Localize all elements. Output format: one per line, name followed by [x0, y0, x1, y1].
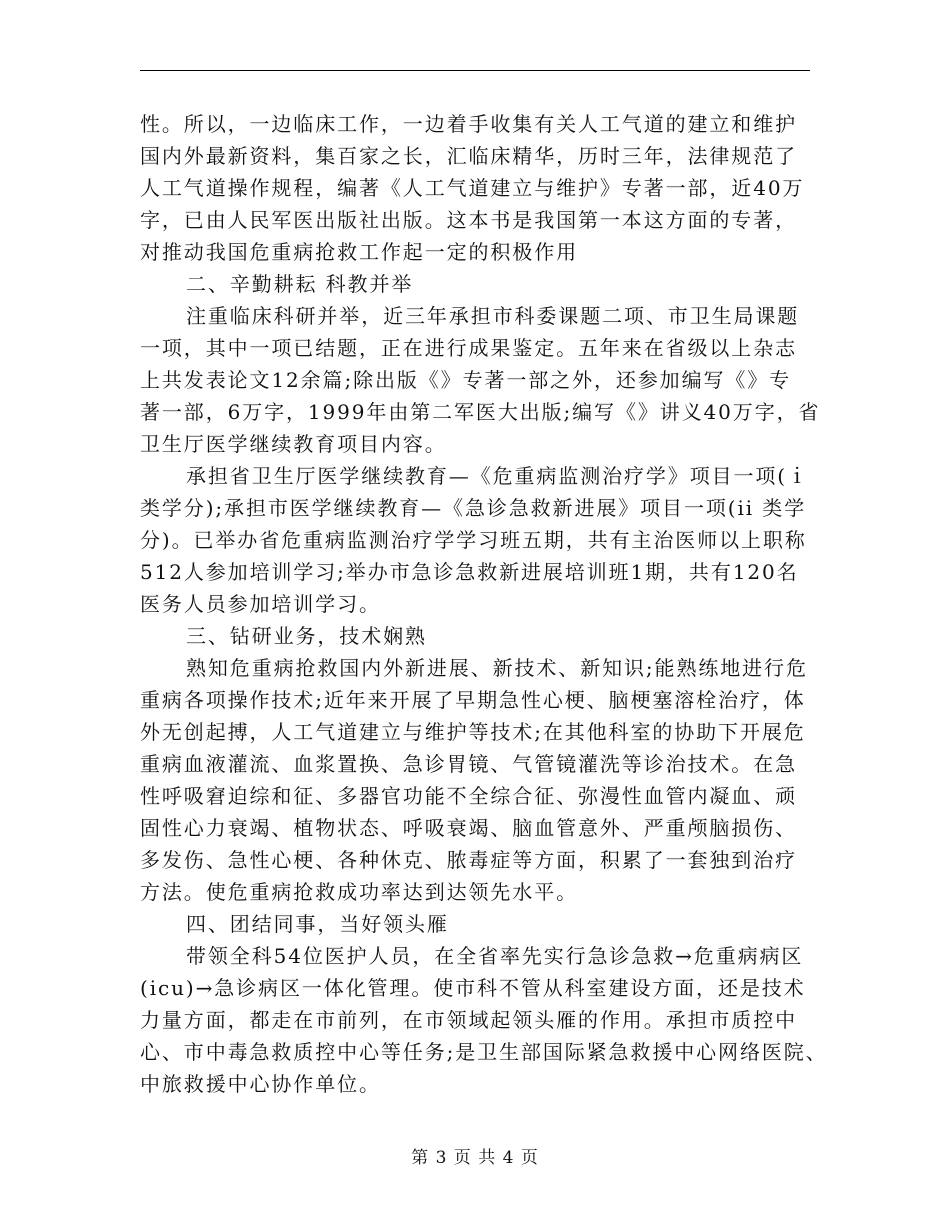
text-line: 二、辛勤耕耘 科教并举 — [186, 272, 414, 296]
text-line: 512人参加培训学习;举办市急诊急救新进展培训班1期，共有120名 — [140, 560, 799, 584]
header-rule — [140, 70, 810, 71]
text-line: 著一部，6万字，1999年由第二军医大出版;编写《》讲义40万字，省 — [140, 400, 821, 424]
page-footer: 第 3 页 共 4 页 — [411, 1148, 539, 1168]
text-line: 类学分);承担市医学继续教育—《急诊急救新进展》项目一项(ii 类学 — [140, 496, 807, 520]
text-line: 固性心力衰竭、植物状态、呼吸衰竭、脑血管意外、严重颅脑损伤、 — [140, 816, 797, 840]
text-line: 国内外最新资料，集百家之长，汇临床精华，历时三年，法律规范了 — [140, 144, 797, 168]
document-body — [140, 108, 828, 1100]
text-line: 方法。使危重病抢救成功率达到达领先水平。 — [140, 880, 578, 904]
text-line: 心、市中毒急救质控中心等任务;是卫生部国际紧急救援中心网络医院、 — [140, 1040, 828, 1064]
text-line: 卫生厅医学继续教育项目内容。 — [140, 432, 447, 456]
text-line: 力量方面，都走在市前列，在市领域起领头雁的作用。承担市质控中 — [140, 1008, 797, 1032]
text-line: 多发伤、急性心梗、各种休克、脓毒症等方面，积累了一套独到治疗 — [140, 848, 797, 872]
text-line: 三、钻研业务，技术娴熟 — [186, 624, 427, 648]
text-line: 对推动我国危重病抢救工作起一定的积极作用 — [140, 240, 578, 264]
text-line: 四、团结同事，当好领头雁 — [186, 912, 449, 936]
text-line: 重病各项操作技术;近年来开展了早期急性心梗、脑梗塞溶栓治疗，体 — [140, 688, 806, 712]
text-line: 熟知危重病抢救国内外新进展、新技术、新知识;能熟练地进行危 — [186, 656, 808, 680]
text-line: 字，已由人民军医出版社出版。这本书是我国第一本这方面的专著， — [140, 208, 797, 232]
text-line: 性。所以，一边临床工作，一边着手收集有关人工气道的建立和维护 — [140, 112, 797, 136]
text-line: 中旅救援中心协作单位。 — [140, 1072, 381, 1096]
text-line: 重病血液灌流、血浆置换、急诊胃镜、气管镜灌洗等诊治技术。在急 — [140, 752, 797, 776]
text-line: 上共发表论文12余篇;除出版《》专著一部之外，还参加编写《》专 — [140, 368, 792, 392]
text-line: 一项，其中一项已结题，正在进行成果鉴定。五年来在省级以上杂志 — [140, 336, 797, 360]
text-line: 分)。已举办省危重病监测治疗学学习班五期，共有主治医师以上职称 — [140, 528, 807, 552]
text-line: 医务人员参加培训学习。 — [140, 592, 381, 616]
text-line: (icu)→急诊病区一体化管理。使市科不管从科室建设方面，还是技术 — [140, 976, 806, 1000]
text-line: 承担省卫生厅医学继续教育—《危重病监测治疗学》项目一项(ｉ — [186, 464, 809, 488]
text-line: 外无创起搏，人工气道建立与维护等技术;在其他科室的协助下开展危 — [140, 720, 806, 744]
text-line: 注重临床科研并举，近三年承担市科委课题二项、市卫生局课题 — [186, 304, 800, 328]
text-line: 带领全科54位医护人员，在全省率先实行急诊急救→危重病病区 — [186, 944, 804, 968]
text-line: 性呼吸窘迫综和征、多器官功能不全综合征、弥漫性血管内凝血、顽 — [140, 784, 797, 808]
text-line: 人工气道操作规程，编著《人工气道建立与维护》专著一部，近40万 — [140, 176, 805, 200]
